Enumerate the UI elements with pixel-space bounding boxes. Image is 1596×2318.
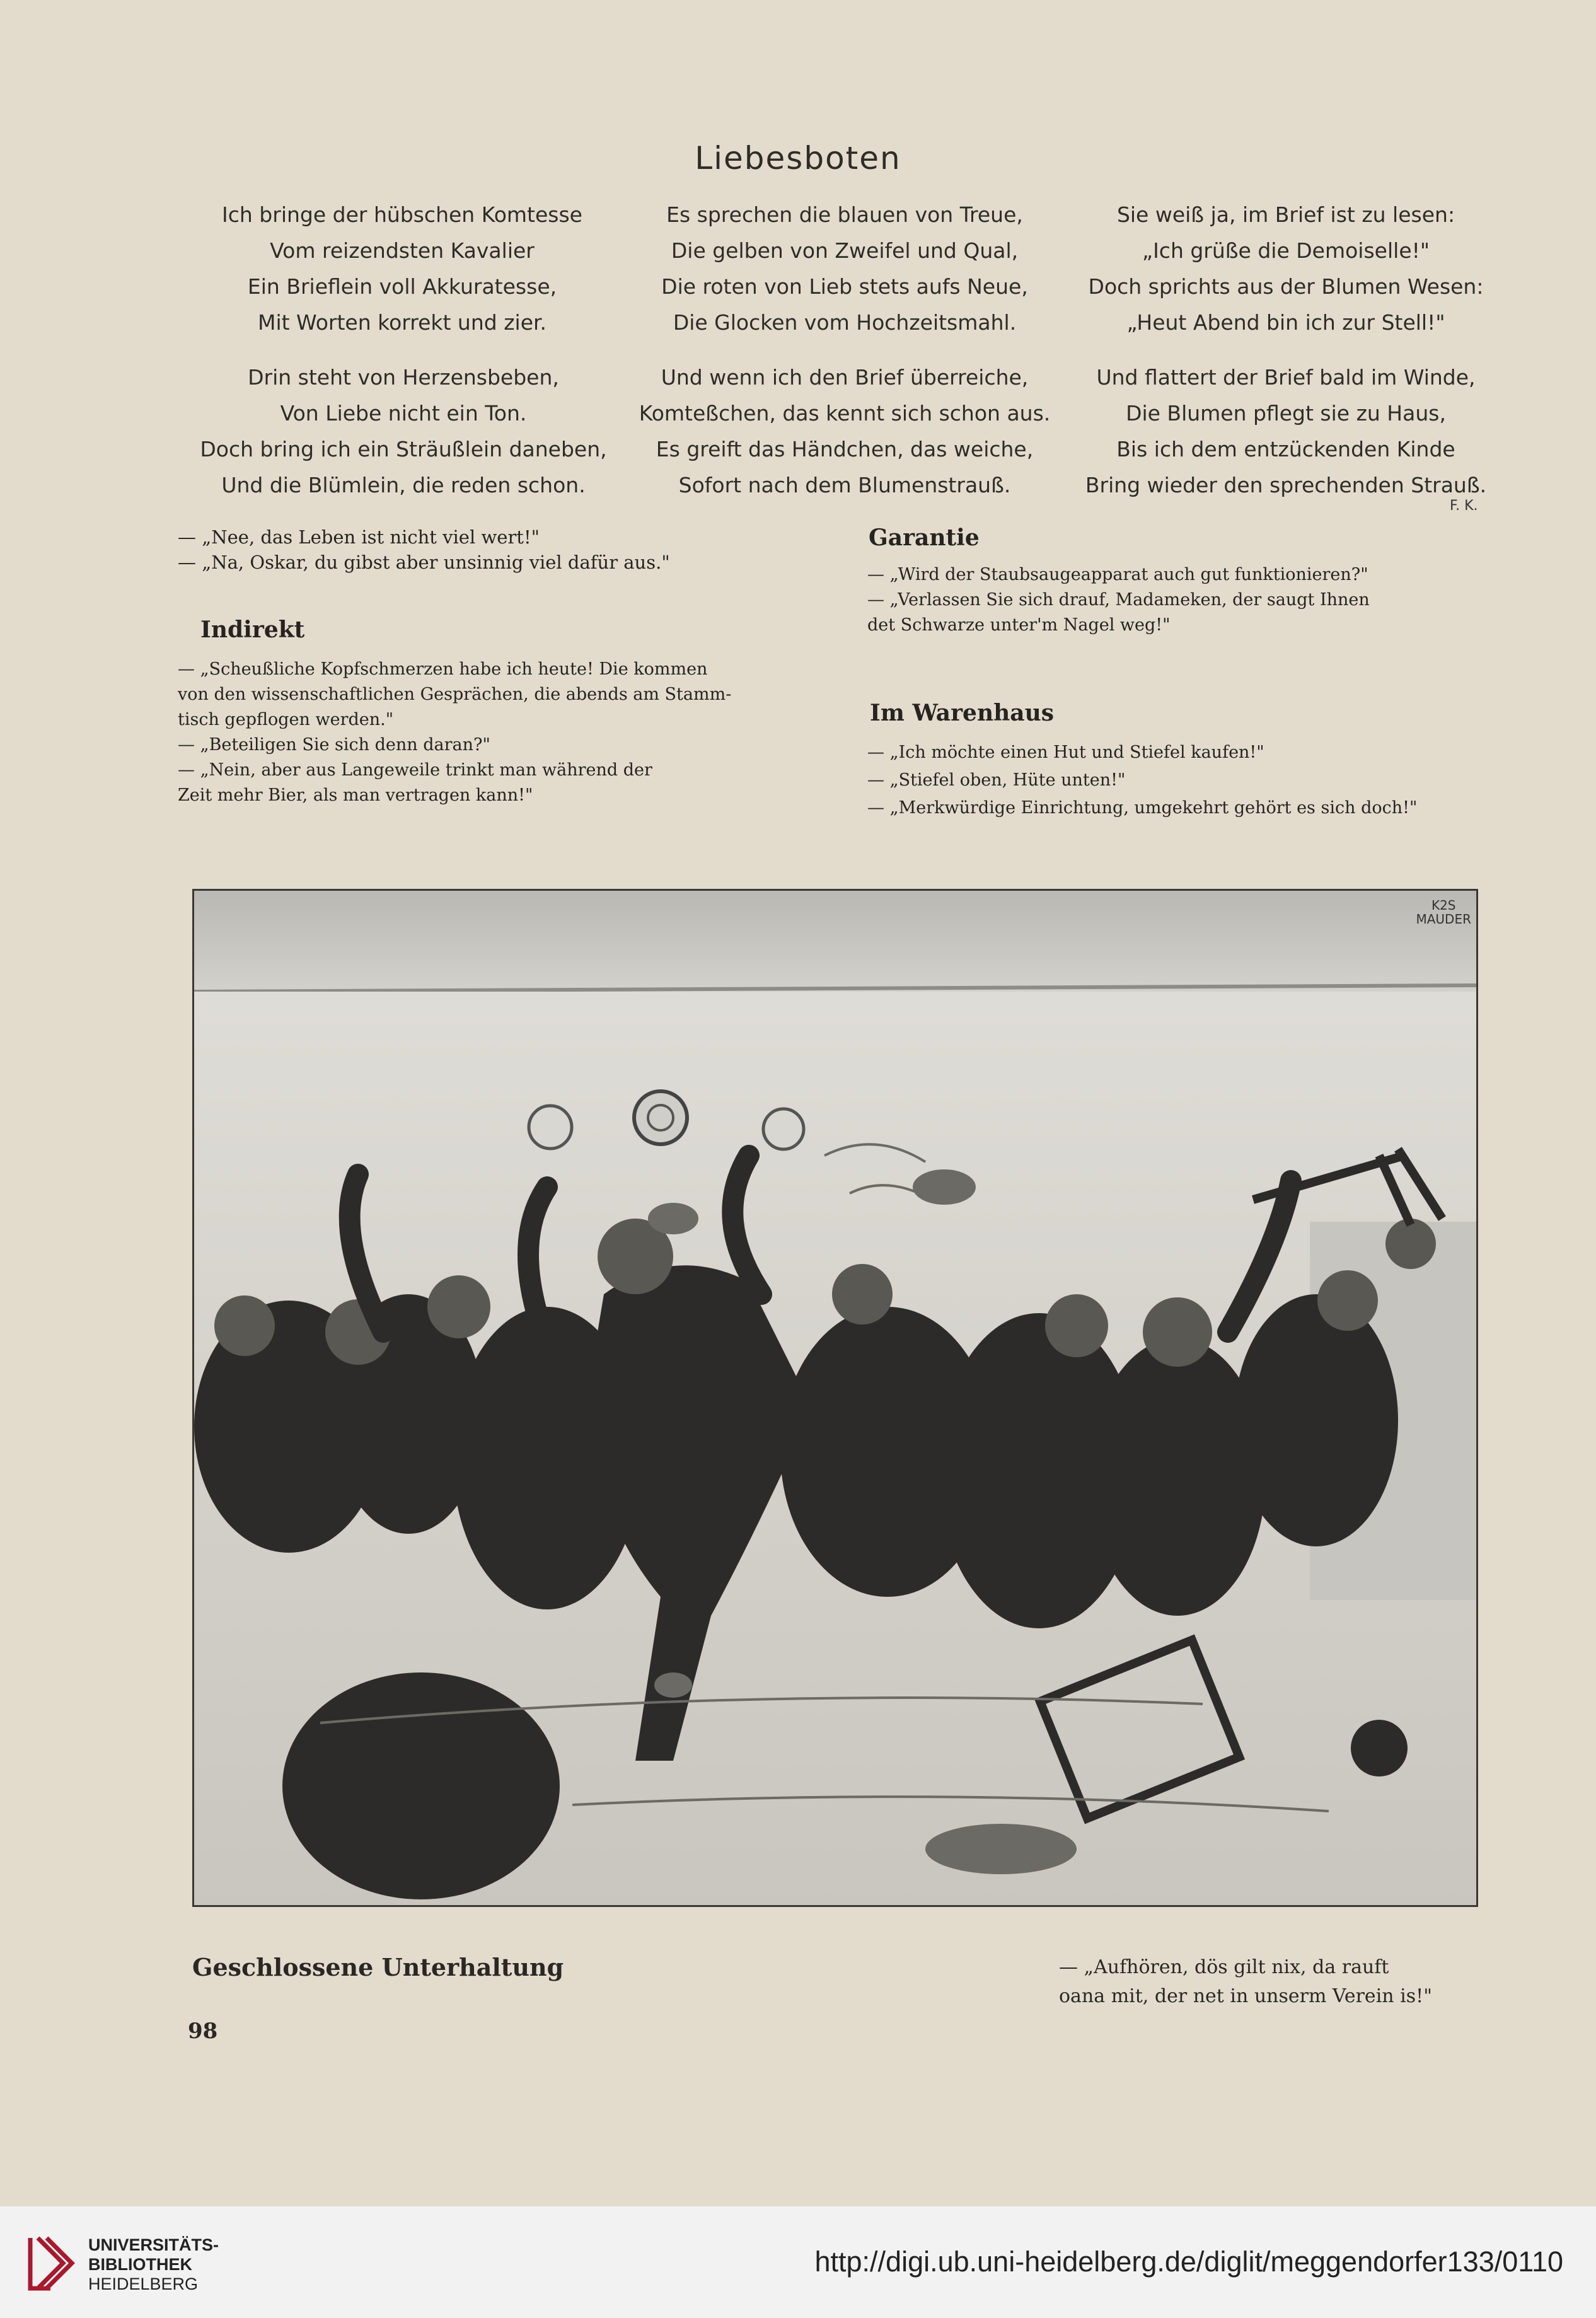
- joke-line: — „Nee, das Leben ist nicht viel wert!": [178, 526, 540, 548]
- library-name-line: UNIVERSITÄTS-: [88, 2235, 219, 2254]
- poem-line: Komteßchen, das kennt sich schon aus.: [639, 401, 1051, 426]
- poem-line: Es sprechen die blauen von Treue,: [666, 202, 1023, 227]
- cartoon-caption-title: Geschlossene Unterhaltung: [192, 1953, 564, 1981]
- poem-line: Bis ich dem entzückenden Kinde: [1116, 437, 1455, 461]
- poem-stanza: [1072, 197, 1500, 340]
- joke-line: — „Verlassen Sie sich drauf, Madameken, der saugt Ihnen: [867, 590, 1370, 610]
- poem-stanza: [630, 359, 1059, 503]
- poem-line: Ein Brieflein voll Akkuratesse,: [247, 274, 557, 299]
- joke-line: — „Nein, aber aus Langeweile trinkt man während der: [178, 760, 652, 780]
- cartoon-caption: [1059, 1953, 1432, 2011]
- joke-line: Zeit mehr Bier, als man vertragen kann!": [178, 785, 533, 805]
- artist-signature: [1416, 898, 1471, 926]
- poem-title: Liebesboten: [695, 140, 901, 177]
- joke-heading-warenhaus: Im Warenhaus: [870, 700, 1055, 726]
- poem-stanza: [200, 197, 604, 340]
- library-logo-icon: [25, 2232, 78, 2293]
- joke-line: — „Wird der Staubsaugeapparat auch gut funktionieren?": [867, 565, 1368, 584]
- joke-garantie: [867, 562, 1370, 638]
- joke-line: von den wissenschaftlichen Gesprächen, die abends am Stamm-: [178, 685, 732, 704]
- hanging-plate: [763, 1109, 804, 1149]
- poem-line: Ich bringe der hübschen Komtesse: [222, 202, 582, 227]
- artist-signature-line: K2S: [1431, 898, 1456, 913]
- poem-stanza: [1072, 359, 1500, 503]
- poem-line: Die Blumen pflegt sie zu Haus,: [1126, 401, 1446, 426]
- artist-signature-line: MAUDER: [1416, 912, 1471, 927]
- poem-line: Doch sprichts aus der Blumen Wesen:: [1088, 274, 1484, 299]
- poem-signature: F. K.: [1450, 498, 1478, 514]
- poem-line: Bring wieder den sprechenden Strauß.: [1085, 473, 1487, 497]
- poem-line: Drin steht von Herzensbeben,: [248, 365, 559, 390]
- library-name-line: BIBLIOTHEK: [88, 2255, 192, 2274]
- joke-untitled: [178, 524, 670, 575]
- library-name: [88, 2235, 219, 2294]
- joke-line: — „Beteiligen Sie sich denn daran?": [178, 735, 490, 755]
- cartoon-illustration: [192, 889, 1478, 1907]
- caption-line: — „Aufhören, dös gilt nix, da rauft: [1059, 1956, 1389, 1978]
- poem-line: Und flattert der Brief bald im Winde,: [1096, 365, 1476, 390]
- joke-line: — „Na, Oskar, du gibst aber unsinnig viel dafür aus.": [178, 552, 670, 573]
- caption-line: oana mit, der net in unserm Verein is!": [1059, 1985, 1432, 2007]
- joke-line: — „Stiefel oben, Hüte unten!": [867, 770, 1126, 790]
- hanging-plate: [529, 1106, 572, 1149]
- poem-line: „Heut Abend bin ich zur Stell!": [1126, 310, 1445, 335]
- joke-heading-indirekt: Indirekt: [200, 617, 305, 643]
- joke-heading-garantie: Garantie: [869, 524, 980, 551]
- joke-warenhaus: [867, 739, 1417, 822]
- poem-line: Und wenn ich den Brief überreiche,: [661, 365, 1029, 390]
- source-url-link[interactable]: http://digi.ub.uni-heidelberg.de/diglit/meggendorfer133/0110: [814, 2246, 1563, 2278]
- poem-line: Und die Blümlein, die reden schon.: [221, 473, 586, 497]
- poem-line: Mit Worten korrekt und zier.: [257, 310, 547, 335]
- joke-line: — „Merkwürdige Einrichtung, umgekehrt gehört es sich doch!": [867, 798, 1418, 818]
- joke-indirekt: [178, 657, 731, 808]
- poem-stanza: [195, 359, 611, 503]
- poem-line: Es greift das Händchen, das weiche,: [656, 437, 1034, 461]
- footer-bar: [0, 2206, 1596, 2318]
- poem-line: „Ich grüße die Demoiselle!": [1142, 238, 1430, 263]
- page-number: 98: [188, 2019, 218, 2044]
- hanging-plate: [634, 1091, 687, 1144]
- poem-line: Sofort nach dem Blumenstrauß.: [678, 473, 1011, 497]
- joke-line: — „Ich möchte einen Hut und Stiefel kaufen!": [867, 743, 1264, 762]
- poem-line: Von Liebe nicht ein Ton.: [280, 401, 527, 426]
- poem-line: Die roten von Lieb stets aufs Neue,: [661, 274, 1028, 299]
- cartoon-drawing: [194, 891, 1476, 1905]
- joke-line: tisch gepflogen werden.": [178, 710, 394, 729]
- poem-stanza: [630, 197, 1059, 340]
- library-name-line: HEIDELBERG: [88, 2275, 199, 2293]
- poem-line: Die gelben von Zweifel und Qual,: [671, 238, 1019, 263]
- poem-line: Doch bring ich ein Sträußlein daneben,: [200, 437, 607, 461]
- poem-line: Die Glocken vom Hochzeitsmahl.: [673, 310, 1017, 335]
- poem-line: Sie weiß ja, im Brief ist zu lesen:: [1116, 202, 1455, 227]
- poem-line: Vom reizendsten Kavalier: [270, 238, 535, 263]
- back-wall: [194, 891, 1476, 992]
- joke-line: — „Scheußliche Kopfschmerzen habe ich heute! Die kommen: [178, 659, 708, 679]
- joke-line: det Schwarze unter'm Nagel weg!": [867, 615, 1171, 635]
